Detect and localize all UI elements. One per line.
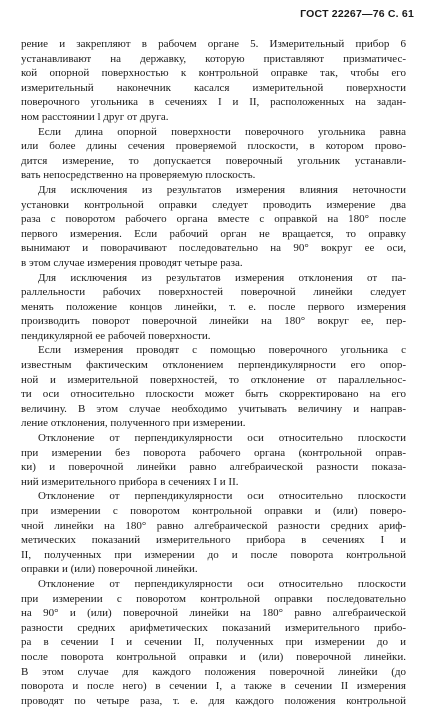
text-line: ти оси относительно плоскости может быть скорректировано на его [21, 388, 406, 401]
text-line: производить поворот поверочной линейки на 180° вокруг ее, пер- [21, 315, 406, 328]
page-header: ГОСТ 22267—76 С. 61 [300, 8, 414, 20]
paragraph [21, 125, 406, 183]
text-line: Отклонение от перпендикулярности оси относительно плоскости [38, 432, 406, 445]
text-line: кой опорной поверхностью к контрольной оправке так, чтобы его [21, 67, 406, 80]
text-line: поворота и после него) в сечении I, а также в сечении II измерения [21, 680, 406, 693]
text-line: Если длина опорной поверхности поверочного угольника равна [38, 125, 406, 138]
text-line: при измерении с поворотом контрольной оправки и (или) поверо- [21, 505, 406, 517]
text-line: ном расстоянии l друг от друга. [21, 110, 169, 123]
text-line: раллельности рабочих поверхностей поверочной линейки следует [21, 286, 406, 299]
text-line: метических показаний измерительного прибора в сечениях I и [21, 534, 406, 547]
text-line: или более длины сечения проверяемой плоскости, в котором прово- [21, 140, 406, 153]
text-line: дится измерение, то допускается поверочный угольник устанавли- [21, 154, 406, 167]
text-line: первого измерения. Если рабочий орган не вращается, то оправку [21, 227, 406, 240]
text-line: ний измерительного прибора в сечениях I и II. [21, 475, 239, 488]
text-line: Отклонение от перпендикулярности оси относительно плоскости [38, 577, 406, 590]
text-line: после поворота контрольной оправки и (или) поверочной линейки. [21, 650, 406, 663]
text-line: вать непосредственно на проверяемую плоскость. [21, 169, 256, 182]
text-line: II, полученных при измерении до и после поворота контрольной [21, 548, 406, 561]
text-line: менять положение концов линейки, т. е. после первого измерения [21, 300, 406, 313]
text-line: оправки и (или) поверочной линейки. [21, 563, 198, 576]
text-line: пендикулярной ее рабочей поверхности. [21, 329, 211, 342]
text-line: на 90° и (или) поверочной линейки на 180° равно алгебраической [21, 607, 406, 620]
text-line: измерительный наконечник касался измерительной поверхности [21, 81, 406, 94]
text-line: В этом случае для каждого положения поверочной линейки (до [21, 665, 406, 678]
text-line: чной линейки на 180° равно алгебраической разности средних ариф- [21, 519, 406, 532]
text-line: при измерении без поворота рабочего органа (контрольной оправ- [21, 446, 406, 459]
paragraph [21, 183, 406, 271]
text-line: поверочного угольника в сечениях I и II, расположенных на задан- [21, 96, 406, 109]
text-line: при измерении с поворотом контрольной оправки последовательно [21, 592, 406, 605]
text-line: ной и измерительной поверхностей, то отклонение от параллельнос- [21, 373, 406, 386]
paragraph [21, 431, 406, 489]
text-line: в этом случае измерения проводят четыре раза. [21, 256, 243, 269]
text-line: Отклонение от перпендикулярности оси относительно плоскости [38, 490, 406, 503]
text-line: раза с поворотом рабочего органа вместе с оправкой на 180° после [21, 213, 406, 226]
text-line: установки контрольной оправки следует проводить измерение два [21, 198, 406, 211]
text-line: величину. В этом случае необходимо учитывать величину и направ- [21, 402, 406, 415]
text-line: рение и закрепляют в рабочем органе 5. Измерительный прибор 6 [21, 38, 406, 50]
document-body [21, 37, 406, 708]
text-line: проводят по четыре раза, т. е. для каждого положения контрольной [21, 694, 406, 707]
text-line: Для исключения из результатов измерения отклонения от па- [38, 271, 406, 284]
text-line: ление отклонения, полученного при измерении. [21, 417, 246, 430]
paragraph [21, 37, 406, 125]
paragraph [21, 343, 406, 431]
text-line: ки) и поверочной линейки равно алгебраической разности показа- [21, 461, 406, 474]
paragraph [21, 577, 406, 708]
paragraph [21, 489, 406, 577]
text-line: ра в сечении I и сечении II, полученных при измерении до и [21, 636, 406, 649]
text-line: Для исключения из результатов измерения влияния неточности [38, 183, 406, 196]
text-line: вынимают и поворачивают последовательно на 90° вокруг ее оси, [21, 242, 406, 255]
paragraph [21, 271, 406, 344]
text-line: устанавливают на державку, которую приставляют призматичес- [21, 52, 406, 65]
text-line: разности средних арифметических показаний измерительного прибо- [21, 621, 406, 634]
text-line: Если измерения проводят с помощью поверочного угольника с [38, 344, 406, 357]
text-line: известным фактическим отклонением перпендикулярности его опор- [21, 359, 406, 372]
